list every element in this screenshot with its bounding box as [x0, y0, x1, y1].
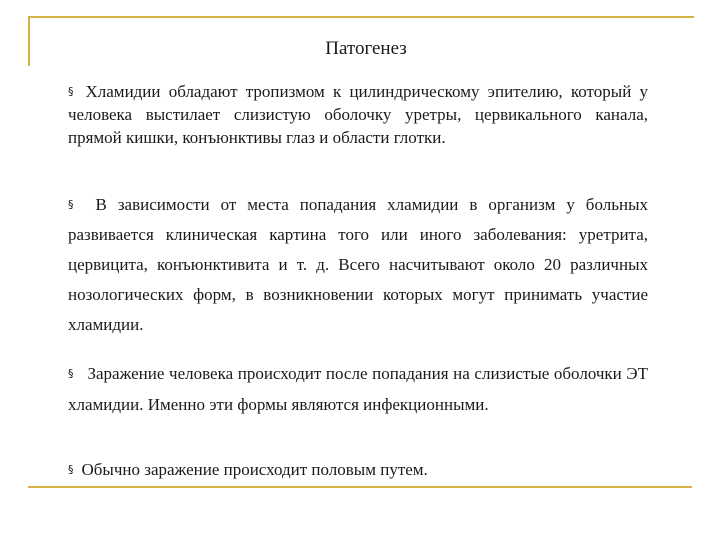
- bullet-icon: §: [68, 85, 74, 98]
- paragraph-text: В зависимости от места попадания хламидии в организм у больных развивается клиническая картина того или иного заболевания: уретрита, цервицита, конъюнктивита и т. д. Всего насчитывают около 20 различных нозологических форм, в возникновении которых могут принимать участие хламидии.: [68, 195, 648, 334]
- paragraph-text: Обычно заражение происходит половым путем.: [81, 460, 428, 479]
- slide-title: Патогенез: [325, 38, 407, 59]
- paragraph-transmission: [68, 458, 648, 481]
- bullet-icon: §: [68, 198, 74, 211]
- bullet-icon: §: [68, 463, 74, 476]
- paragraph-infection: [68, 358, 648, 420]
- paragraph-text: Хламидии обладают тропизмом к цилиндрическому эпителию, который у человека выстилает слизистую оболочку уретры, цервикального канала, прямой кишки, конъюнктивы глаз и области глотки.: [68, 82, 648, 147]
- bullet-icon: §: [68, 367, 74, 380]
- bottom-accent-line: [28, 486, 692, 488]
- paragraph-tropism: [68, 80, 648, 149]
- top-accent-line: [28, 16, 694, 18]
- paragraph-clinical-picture: [68, 190, 648, 340]
- paragraph-text: Заражение человека происходит после попадания на слизистые оболочки ЭТ хламидии. Именно эти формы являются инфекционными.: [68, 364, 648, 414]
